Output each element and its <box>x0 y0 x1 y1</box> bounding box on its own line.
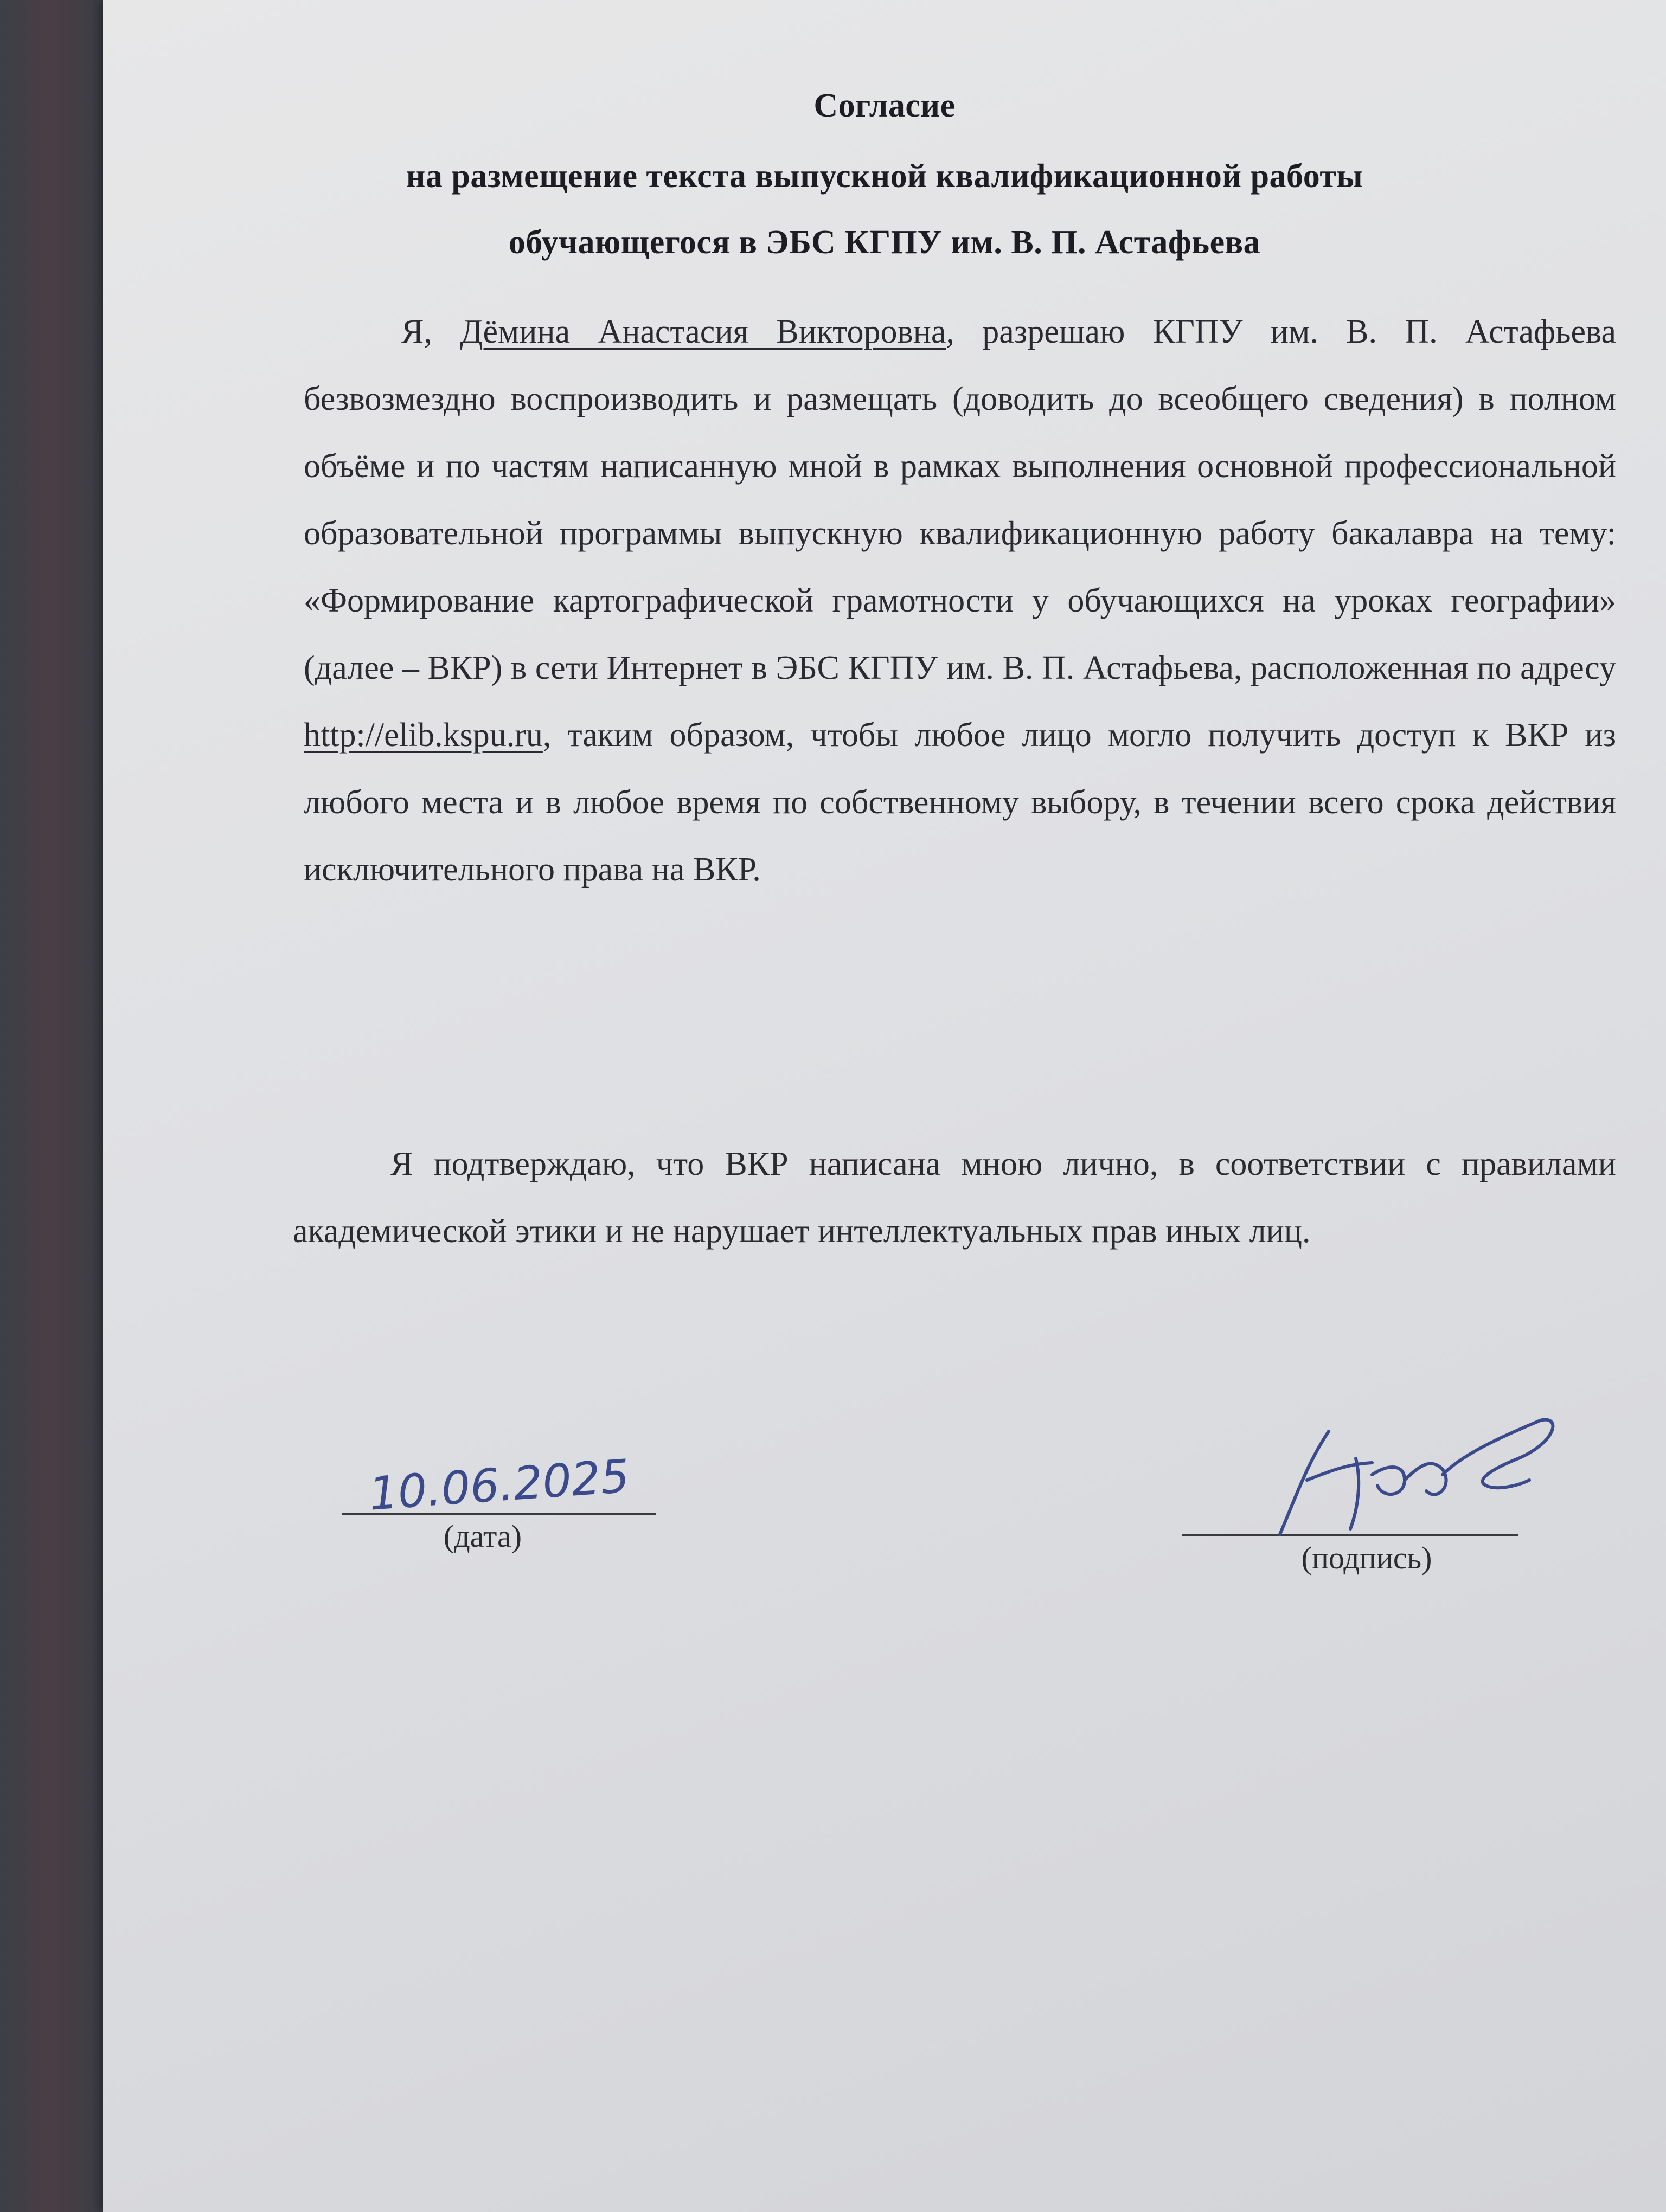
signature-caption: (подпись) <box>1301 1540 1432 1576</box>
handwritten-signature <box>1247 1399 1584 1561</box>
confirmation-paragraph <box>293 1130 1616 1265</box>
date-caption: (дата) <box>443 1519 522 1554</box>
paragraph-start: Я, <box>401 313 460 350</box>
document-title: Согласие <box>813 87 956 124</box>
paragraph-end: , таким образом, чтобы любое лицо могло получить доступ к ВКР из любого места и в любое время по собственному выбору, в течении всего срока действия исключительного права на ВКР. <box>304 717 1616 888</box>
paragraph-middle: , разрешаю КГПУ им. В. П. Астафьева безвозмездно воспроизводить и размещать (доводить до всеобщего сведения) в полном объёме и по частям написанную мной в рамках выполнения основной профессиональной образовательной программы выпускную квалификационную работу бакалавра на тему: «Формирование картографической грамотности у обучающихся на уроках географии» (далее – ВКР) в сети Интернет в ЭБС КГПУ им. В. П. Астафьева, расположенная по адресу <box>304 313 1616 686</box>
document-subtitle-line-1: на размещение текста выпускной квалификационной работы <box>406 158 1363 195</box>
date-line <box>342 1513 656 1515</box>
handwritten-date: 10.06.2025 <box>367 1449 631 1521</box>
consent-paragraph <box>304 298 1616 903</box>
confirmation-text: Я подтверждаю, что ВКР написана мною лично, в соответствии с правилами академической этики и не нарушает интеллектуальных прав иных лиц. <box>293 1146 1616 1250</box>
document-subtitle-line-2: обучающегося в ЭБС КГПУ им. В. П. Астафьева <box>508 224 1261 261</box>
library-link[interactable]: http://elib.kspu.ru <box>304 717 543 754</box>
author-name: Дёмина Анастасия Викторовна <box>460 313 946 350</box>
